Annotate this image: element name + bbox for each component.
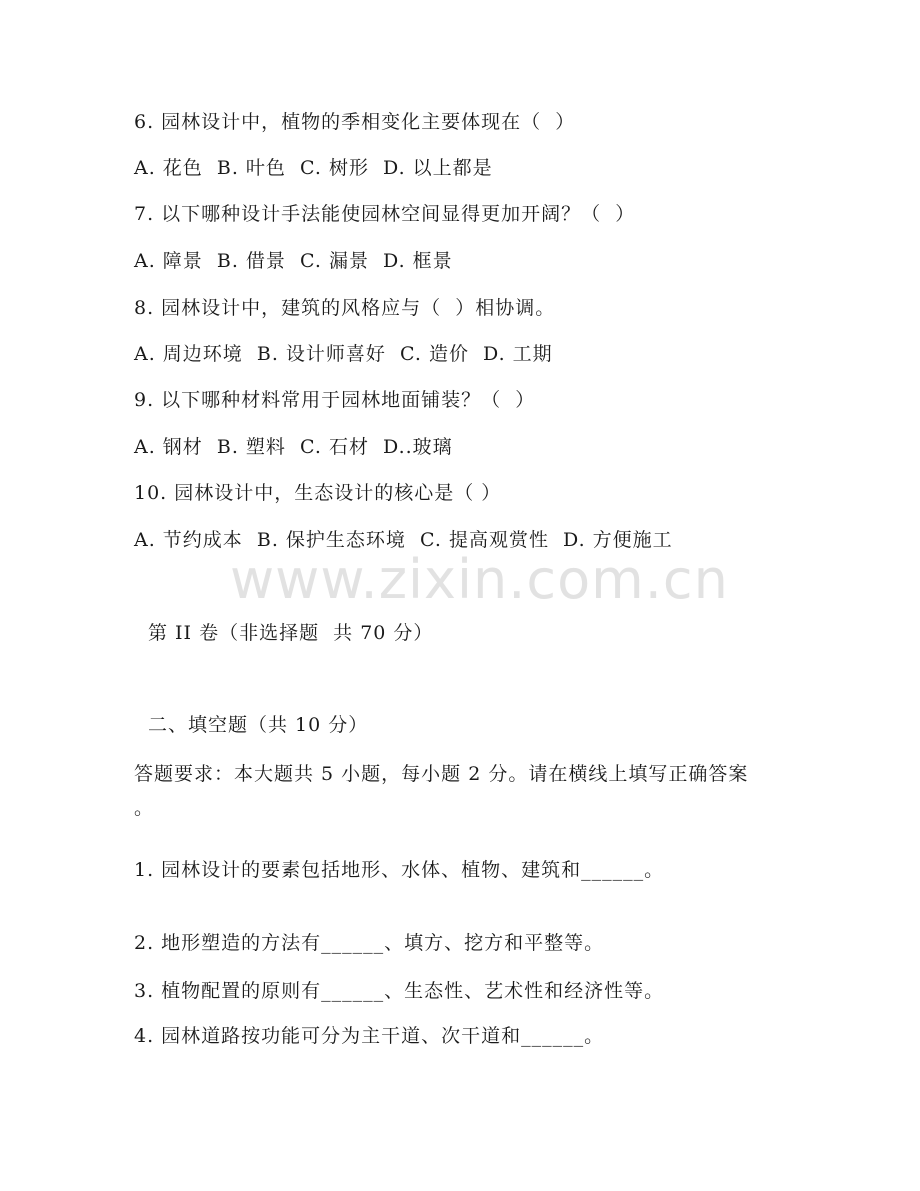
- fill-blank-4: 4. 园林道路按功能可分为主干道、次干道和______。: [134, 1025, 605, 1047]
- instructions-line-2: 。: [134, 797, 155, 819]
- question-6-options: A. 花色 B. 叶色 C. 树形 D. 以上都是: [134, 157, 493, 179]
- question-6-stem: 6. 园林设计中，植物的季相变化主要体现在（ ）: [134, 111, 576, 133]
- question-8-options: A. 周边环境 B. 设计师喜好 C. 造价 D. 工期: [134, 343, 553, 365]
- question-10-stem: 10. 园林设计中，生态设计的核心是（ ）: [134, 482, 502, 504]
- fill-blank-2: 2. 地形塑造的方法有______、填方、挖方和平整等。: [134, 932, 605, 954]
- question-7-options: A. 障景 B. 借景 C. 漏景 D. 框景: [134, 250, 453, 272]
- watermark: www.zixin.com.cn: [230, 548, 729, 611]
- question-8-stem: 8. 园林设计中，建筑的风格应与（ ）相协调。: [134, 297, 556, 319]
- fill-blank-1: 1. 园林设计的要素包括地形、水体、植物、建筑和______。: [134, 859, 665, 881]
- instructions-line-1: 答题要求：本大题共 5 小题，每小题 2 分。请在横线上填写正确答案: [134, 763, 749, 785]
- section-title: 二、填空题（共 10 分）: [148, 714, 369, 736]
- question-7-stem: 7. 以下哪种设计手法能使园林空间显得更加开阔？（ ）: [134, 203, 636, 225]
- question-10-options: A. 节约成本 B. 保护生态环境 C. 提高观赏性 D. 方便施工: [134, 529, 673, 551]
- question-9-stem: 9. 以下哪种材料常用于园林地面铺装？（ ）: [134, 389, 536, 411]
- part-2-title: 第 II 卷（非选择题 共 70 分）: [148, 622, 434, 644]
- question-9-options: A. 钢材 B. 塑料 C. 石材 D..玻璃: [134, 436, 453, 458]
- fill-blank-3: 3. 植物配置的原则有______、生态性、艺术性和经济性等。: [134, 980, 665, 1002]
